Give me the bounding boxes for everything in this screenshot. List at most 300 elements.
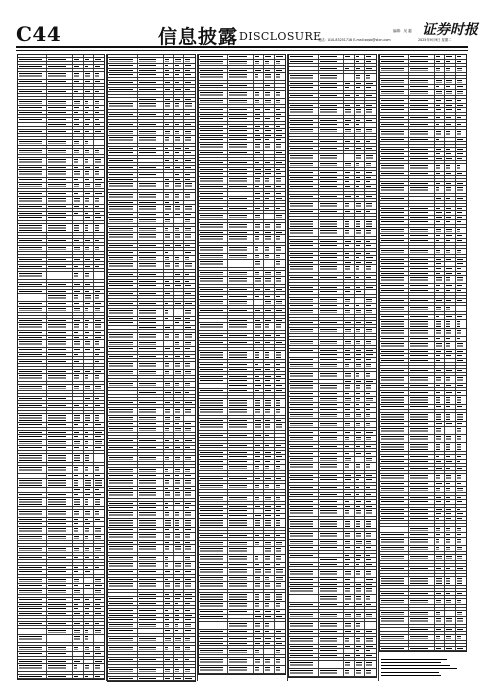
table-cell — [18, 336, 47, 338]
table-cell — [275, 158, 285, 160]
table-cell — [164, 190, 174, 192]
table-cell — [184, 227, 194, 231]
table-cell — [184, 233, 194, 240]
table-cell — [264, 66, 274, 68]
table-cell — [138, 637, 164, 641]
table-cell — [138, 302, 164, 304]
table-cell — [138, 273, 164, 275]
table-cell — [73, 134, 83, 136]
table-cell — [108, 665, 137, 667]
table-cell — [138, 296, 164, 298]
table-cell — [228, 134, 254, 136]
table-cell — [94, 454, 104, 461]
table-cell — [84, 479, 94, 486]
table-cell — [18, 166, 47, 168]
table-cell — [94, 90, 104, 92]
table-row — [18, 510, 104, 518]
table-cell — [84, 367, 94, 369]
table-cell — [184, 85, 194, 87]
table-cell — [18, 451, 47, 453]
table-cell — [184, 439, 194, 441]
table-cell — [228, 319, 254, 321]
table-cell — [108, 58, 137, 62]
table-cell — [84, 137, 94, 139]
table-cell — [174, 465, 184, 467]
table-cell — [47, 488, 73, 492]
table-cell — [228, 155, 254, 157]
table-cell — [138, 597, 164, 601]
table-cell — [174, 674, 184, 676]
table-cell — [164, 545, 174, 552]
table-cell — [73, 255, 83, 257]
table-cell — [18, 541, 47, 543]
table-cell — [264, 177, 274, 184]
table-cell — [174, 289, 184, 291]
table-cell — [254, 481, 264, 483]
table-cell — [138, 453, 164, 455]
table-cell — [18, 90, 47, 92]
table-cell — [47, 619, 73, 621]
table-cell — [138, 511, 164, 518]
table-cell — [47, 353, 73, 355]
table-cell — [94, 622, 104, 624]
table-cell — [199, 117, 228, 121]
table-cell — [228, 138, 254, 142]
table-cell — [18, 518, 47, 520]
table-cell — [94, 397, 104, 399]
table-cell — [18, 170, 47, 177]
table-cell — [228, 285, 254, 287]
table-cell — [254, 441, 264, 443]
table-cell — [73, 178, 83, 182]
table-cell — [264, 84, 274, 86]
table-cell — [138, 309, 164, 316]
table-cell — [138, 213, 164, 217]
table-cell — [94, 353, 104, 355]
table-cell — [199, 379, 228, 383]
table-cell — [138, 634, 164, 636]
table-cell — [228, 168, 254, 170]
table-cell — [264, 375, 274, 377]
table-cell — [84, 55, 94, 57]
table-cell — [94, 65, 104, 67]
table-cell — [264, 431, 274, 433]
table-cell — [73, 603, 83, 605]
table-cell — [84, 527, 94, 534]
table-cell — [84, 616, 94, 618]
table-cell — [184, 391, 194, 393]
table-cell — [94, 323, 104, 330]
table-cell — [18, 294, 47, 301]
table-cell — [47, 507, 73, 509]
table-cell — [84, 294, 94, 301]
table-cell — [184, 362, 194, 369]
table-cell — [174, 427, 184, 431]
table-cell — [275, 246, 285, 253]
table-cell — [264, 393, 274, 395]
table-cell — [18, 72, 47, 79]
table-cell — [94, 283, 104, 285]
table-cell — [164, 677, 174, 679]
table-cell — [18, 69, 47, 71]
table-cell — [108, 205, 137, 212]
table-cell — [18, 140, 47, 144]
table-cell — [164, 359, 174, 361]
table-cell — [47, 192, 73, 196]
table-cell — [108, 590, 137, 592]
table-cell — [275, 73, 285, 80]
table-cell — [275, 125, 285, 127]
table-cell — [264, 161, 274, 163]
table-cell — [264, 451, 274, 453]
table-cell — [164, 110, 174, 112]
table-cell — [84, 269, 94, 271]
table-cell — [47, 134, 73, 136]
table-cell — [254, 368, 264, 370]
table-cell — [138, 218, 164, 222]
table-cell — [164, 398, 174, 400]
table-column — [197, 54, 288, 681]
table-cell — [138, 602, 164, 604]
table-cell — [184, 78, 194, 80]
table-cell — [18, 488, 47, 492]
table-cell — [47, 118, 73, 122]
table-cell — [199, 73, 228, 80]
table-cell — [174, 299, 184, 301]
table-cell — [228, 441, 254, 443]
table-cell — [174, 251, 184, 255]
table-cell — [174, 643, 184, 645]
table-cell — [164, 69, 174, 71]
table-cell — [164, 658, 174, 660]
table-cell — [47, 547, 73, 551]
table-cell — [164, 270, 174, 272]
table-cell — [228, 108, 254, 112]
table-cell — [138, 609, 164, 613]
table-cell — [138, 173, 164, 177]
table-cell — [47, 94, 73, 96]
table-cell — [164, 465, 174, 467]
table-cell — [94, 287, 104, 289]
table-cell — [275, 295, 285, 299]
table-cell — [73, 404, 83, 406]
table-cell — [84, 192, 94, 196]
table-cell — [138, 398, 164, 400]
table-cell — [164, 422, 174, 426]
table-cell — [174, 173, 184, 177]
table-cell — [47, 197, 73, 204]
table-cell — [184, 662, 194, 664]
table-cell — [138, 333, 164, 340]
table-cell — [94, 106, 104, 110]
table-cell — [164, 578, 174, 580]
table-cell — [18, 553, 47, 555]
table-cell — [84, 507, 94, 509]
table-cell — [228, 455, 254, 459]
table-cell — [254, 448, 264, 450]
table-cell — [47, 428, 73, 430]
table-cell — [18, 578, 47, 582]
table-cell — [18, 563, 47, 565]
table-cell — [184, 395, 194, 397]
table-cell — [73, 55, 83, 57]
table-cell — [138, 113, 164, 115]
table-cell — [164, 88, 174, 90]
table-cell — [73, 302, 83, 306]
table-cell — [199, 295, 228, 299]
table-cell — [275, 338, 285, 340]
table-cell — [184, 55, 194, 57]
table-cell — [174, 144, 184, 146]
table-cell — [108, 213, 137, 217]
table-cell — [47, 146, 73, 148]
table-cell — [264, 55, 274, 59]
table-cell — [73, 657, 83, 659]
table-cell — [264, 368, 274, 370]
table-cell — [174, 582, 184, 589]
table-cell — [18, 463, 47, 465]
table-cell — [264, 348, 274, 350]
table-cell — [275, 300, 285, 304]
table-cell — [108, 502, 137, 504]
table-cell — [164, 416, 174, 420]
table-cell — [94, 607, 104, 611]
table-cell — [174, 614, 184, 616]
table-cell — [164, 178, 174, 180]
table-cell — [73, 556, 83, 558]
table-cell — [18, 675, 47, 677]
table-cell — [18, 252, 47, 254]
table-cell — [254, 345, 264, 347]
table-cell — [18, 584, 47, 588]
table-cell — [199, 168, 228, 170]
table-cell — [73, 474, 83, 478]
table-row — [108, 511, 194, 519]
table-cell — [108, 446, 137, 448]
table-cell — [84, 488, 94, 492]
table-cell — [275, 399, 285, 406]
table-cell — [84, 331, 94, 335]
table-cell — [47, 675, 73, 677]
table-cell — [47, 657, 73, 659]
table-cell — [254, 319, 264, 321]
table-cell — [73, 401, 83, 403]
table-cell — [264, 419, 274, 421]
table-cell — [73, 336, 83, 338]
table-cell — [199, 197, 228, 199]
table-row — [108, 562, 194, 570]
table-cell — [199, 125, 228, 127]
table-cell — [138, 427, 164, 431]
table-cell — [47, 224, 73, 231]
section-title-en: DISCLOSURE — [239, 30, 322, 43]
table-cell — [264, 117, 274, 121]
table-cell — [73, 294, 83, 301]
table-cell — [18, 435, 47, 439]
table-cell — [174, 658, 184, 660]
table-cell — [199, 292, 228, 294]
table-cell — [138, 519, 164, 526]
table-cell — [174, 362, 184, 369]
table-cell — [73, 646, 83, 650]
table-cell — [138, 590, 164, 592]
table-cell — [138, 655, 164, 657]
table-cell — [108, 629, 137, 633]
table-cell — [174, 330, 184, 332]
table-cell — [228, 214, 254, 218]
table-cell — [18, 255, 47, 257]
table-cell — [184, 456, 194, 460]
table-cell — [138, 147, 164, 149]
table-cell — [18, 212, 47, 214]
table-cell — [84, 463, 94, 465]
table-cell — [73, 130, 83, 132]
table-cell — [138, 665, 164, 667]
table-cell — [228, 384, 254, 388]
table-cell — [94, 479, 104, 486]
table-cell — [199, 396, 228, 398]
table-cell — [18, 331, 47, 335]
table-cell — [174, 474, 184, 478]
table-cell — [174, 244, 184, 246]
table-cell — [47, 221, 73, 223]
table-cell — [84, 239, 94, 241]
table-cell — [73, 111, 83, 113]
table-cell — [108, 262, 137, 269]
table-cell — [184, 453, 194, 455]
table-cell — [108, 553, 137, 555]
table-cell — [275, 60, 285, 64]
issue-date: 2025年9月9日 星期二 — [418, 37, 451, 42]
table-cell — [47, 348, 73, 352]
table-cell — [254, 444, 264, 446]
table-cell — [84, 87, 94, 89]
table-cell — [254, 143, 264, 150]
table-cell — [174, 405, 184, 407]
table-cell — [73, 626, 83, 628]
table-cell — [275, 138, 285, 142]
table-cell — [264, 493, 274, 495]
table-cell — [18, 58, 47, 60]
table-cell — [138, 241, 164, 243]
table-cell — [184, 388, 194, 390]
table-cell — [73, 224, 83, 231]
table-cell — [108, 677, 137, 679]
table-cell — [264, 271, 274, 275]
table-cell — [184, 427, 194, 431]
table-cell — [84, 446, 94, 450]
table-cell — [164, 306, 174, 308]
table-cell — [73, 94, 83, 96]
table-cell — [264, 165, 274, 167]
table-cell — [164, 151, 174, 155]
table-cell — [228, 399, 254, 406]
table-cell — [164, 646, 174, 650]
table-cell — [18, 265, 47, 267]
table-cell — [84, 364, 94, 366]
table-cell — [275, 165, 285, 167]
table-cell — [174, 352, 184, 354]
table-cell — [184, 69, 194, 71]
table-cell — [254, 292, 264, 294]
table-cell — [254, 55, 264, 59]
table-cell — [138, 439, 164, 441]
table-cell — [138, 443, 164, 445]
table-cell — [264, 323, 274, 330]
table-cell — [228, 231, 254, 233]
table-row — [18, 466, 104, 474]
table-cell — [228, 161, 254, 163]
table-cell — [108, 416, 137, 420]
table-cell — [264, 192, 274, 196]
table-cell — [108, 618, 137, 622]
table-cell — [47, 635, 73, 642]
table-cell — [18, 272, 47, 279]
table-cell — [264, 113, 274, 115]
table-cell — [174, 284, 184, 288]
table-cell — [108, 333, 137, 340]
table-cell — [94, 111, 104, 113]
table-cell — [47, 652, 73, 656]
table-cell — [275, 441, 285, 443]
table-cell — [73, 87, 83, 89]
table-cell — [228, 379, 254, 383]
table-cell — [94, 522, 104, 526]
table-cell — [18, 466, 47, 473]
table-cell — [164, 370, 174, 374]
table-cell — [184, 416, 194, 420]
table-cell — [275, 211, 285, 213]
table-cell — [184, 277, 194, 279]
table-cell — [174, 163, 184, 165]
table-cell — [47, 474, 73, 478]
table-cell — [174, 511, 184, 518]
table-cell — [199, 471, 228, 473]
table-cell — [108, 468, 137, 472]
table-row — [108, 479, 194, 487]
table-cell — [108, 655, 137, 657]
table-cell — [18, 258, 47, 260]
table-cell — [94, 209, 104, 211]
table-cell — [73, 319, 83, 321]
table-cell — [18, 137, 47, 139]
table-cell — [138, 422, 164, 426]
table-cell — [254, 108, 264, 112]
table-cell — [184, 147, 194, 149]
table-cell — [164, 173, 174, 177]
table-cell — [184, 355, 194, 357]
table-cell — [138, 677, 164, 679]
table-cell — [108, 652, 137, 654]
table-cell — [18, 65, 47, 67]
table-cell — [84, 404, 94, 406]
table-cell — [254, 172, 264, 176]
table-cell — [138, 416, 164, 420]
table-cell — [18, 522, 47, 526]
table-cell — [108, 465, 137, 467]
table-cell — [184, 379, 194, 381]
table-cell — [275, 235, 285, 242]
table-cell — [18, 134, 47, 136]
table-cell — [174, 347, 184, 351]
table-cell — [184, 502, 194, 504]
table-cell — [264, 211, 274, 213]
table-cell — [164, 606, 174, 608]
table-cell — [275, 204, 285, 206]
table-cell — [138, 391, 164, 393]
table-cell — [94, 239, 104, 241]
table-cell — [94, 598, 104, 602]
